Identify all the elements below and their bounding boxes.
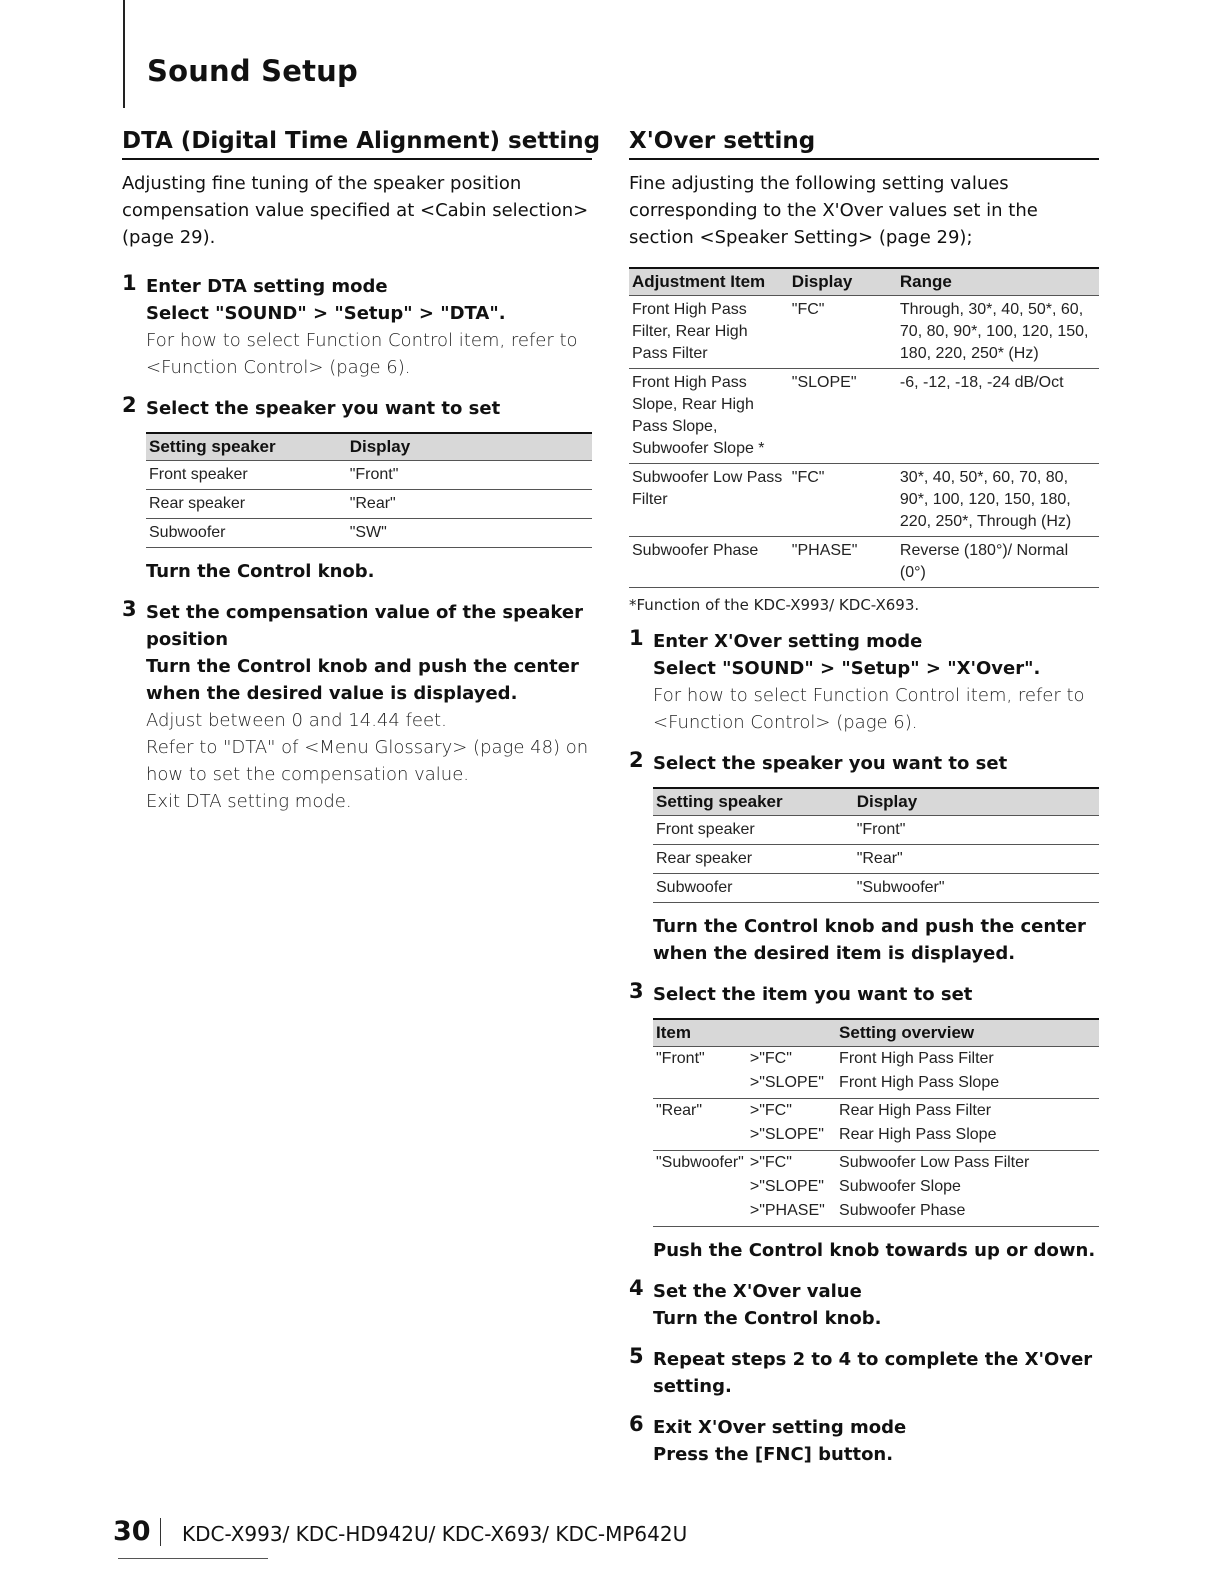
step-number: 4 (629, 1276, 644, 1300)
table-row (653, 874, 1099, 903)
table-cell: Subwoofer Phase (629, 537, 789, 588)
step-title: Select the speaker you want to set (653, 753, 1008, 774)
table-header: Display (347, 433, 592, 461)
dta-section (122, 128, 601, 815)
table-cell: Subwoofer Low Pass Filter (839, 1154, 1030, 1171)
table-row (629, 369, 1099, 464)
table-row (146, 461, 592, 490)
table-row (653, 1123, 1099, 1151)
step-title: Select the speaker you want to set (146, 398, 501, 419)
table-cell: Rear High Pass Slope (836, 1123, 1099, 1151)
table-header-row (146, 433, 592, 461)
table-header: Setting speaker (653, 788, 854, 816)
table-header: Item (653, 1019, 836, 1047)
dta-intro: Adjusting fine tuning of the speaker position compensation value specified at <Cabin selection> (page 29). (122, 173, 589, 248)
table-cell: Rear speaker (146, 490, 347, 519)
step-instruction: Turn the Control knob and push the center when the desired value is displayed. (146, 656, 579, 704)
step-number: 5 (629, 1344, 644, 1368)
step-instruction: Turn the Control knob and push the center when the desired item is displayed. (653, 916, 1086, 964)
table-cell: >"SLOPE" (749, 1178, 824, 1195)
step-number: 1 (122, 271, 137, 295)
table-row (653, 1047, 1099, 1072)
table-cell: >"FC" (749, 1102, 792, 1119)
table-cell: Reverse (180°)/ Normal (0°) (897, 537, 1099, 588)
table-cell: >"SLOPE" (747, 1123, 836, 1151)
step-note: Refer to "DTA" of <Menu Glossary> (page 48) on how to set the compensation value. (146, 737, 589, 785)
xover-section (629, 128, 1099, 1468)
xover-step-5 (629, 1346, 1099, 1400)
table-row (146, 519, 592, 548)
step-note: Exit DTA setting mode. (146, 791, 352, 812)
dta-step-1 (122, 273, 592, 381)
table-cell: Rear speaker (653, 845, 854, 874)
table-cell: Front speaker (146, 461, 347, 490)
step-title: Repeat steps 2 to 4 to complete the X'Over setting. (653, 1349, 1093, 1397)
table-cell: "FC" (789, 464, 897, 537)
step-title: Exit X'Over setting mode (653, 1417, 907, 1438)
table-header-row (653, 788, 1099, 816)
step-note: Adjust between 0 and 14.44 feet. (146, 710, 447, 731)
table-cell (653, 1071, 747, 1099)
table-cell (653, 1123, 747, 1151)
step-title: Select the item you want to set (653, 984, 973, 1005)
dta-speaker-table (146, 432, 592, 548)
table-cell: Front speaker (653, 816, 854, 845)
table-header: Adjustment Item (629, 268, 789, 296)
table-cell: "Subwoofer" (656, 1154, 744, 1171)
step-instruction: Press the [FNC] button. (653, 1444, 894, 1465)
table-cell: "SW" (347, 519, 592, 548)
step-number: 6 (629, 1412, 644, 1436)
dta-step-3 (122, 599, 592, 815)
footer-models: KDC-X993/ KDC-HD942U/ KDC-X693/ KDC-MP642U (182, 1522, 688, 1546)
table-row (653, 816, 1099, 845)
table-row (653, 1175, 1099, 1199)
step-title: Enter DTA setting mode (146, 276, 388, 297)
table-cell: Subwoofer (146, 519, 347, 548)
step-title: Enter X'Over setting mode (653, 631, 923, 652)
item-table (653, 1018, 1099, 1227)
table-cell: Front High Pass Filter (839, 1050, 994, 1067)
table-row (653, 1071, 1099, 1099)
table-cell: Subwoofer Slope (839, 1178, 961, 1195)
table-header: Display (789, 268, 897, 296)
footer-divider (160, 1518, 161, 1546)
table-cell: "PHASE" (789, 537, 897, 588)
header-bar (123, 0, 125, 108)
table-row (653, 845, 1099, 874)
dta-title: DTA (Digital Time Alignment) setting (122, 128, 592, 160)
table-row (653, 1199, 1099, 1227)
dta-step-2 (122, 395, 592, 585)
table-cell: 30*, 40, 50*, 60, 70, 80, 90*, 100, 120, 150, 180, 220, 250*, Through (Hz) (897, 464, 1099, 537)
xover-intro: Fine adjusting the following setting values corresponding to the X'Over values set in the section <Speaker Setting> (page 29); (629, 173, 1038, 248)
xover-step-2 (629, 750, 1099, 967)
table-cell: Subwoofer Phase (836, 1199, 1099, 1227)
table-cell: "Subwoofer" (854, 874, 1099, 903)
xover-step-3 (629, 981, 1099, 1264)
table-cell: "SLOPE" (789, 369, 897, 464)
table-cell: -6, -12, -18, -24 dB/Oct (897, 369, 1099, 464)
table-cell: >"SLOPE" (747, 1071, 836, 1099)
xover-title: X'Over setting (629, 128, 1099, 160)
step-number: 3 (629, 979, 644, 1003)
table-cell: "Front" (347, 461, 592, 490)
table-cell: Subwoofer Low Pass Filter (629, 464, 789, 537)
table-row (629, 296, 1099, 369)
table-header: Range (897, 268, 1099, 296)
footer-underline (118, 1558, 268, 1559)
table-cell: "Rear" (854, 845, 1099, 874)
table-cell: Subwoofer (653, 874, 854, 903)
step-note: For how to select Function Control item, refer to <Function Control> (page 6). (653, 685, 1085, 733)
table-cell: Front High Pass Slope, Rear High Pass Slope, Subwoofer Slope * (629, 369, 789, 464)
adjustment-table (629, 267, 1099, 588)
page-title: Sound Setup (147, 54, 358, 88)
table-cell: Front High Pass Slope (836, 1071, 1099, 1099)
table-row (629, 464, 1099, 537)
page-number: 30 (113, 1516, 151, 1547)
table-cell: Through, 30*, 40, 50*, 60, 70, 80, 90*, 100, 120, 150, 180, 220, 250* (Hz) (897, 296, 1099, 369)
xover-step-6 (629, 1414, 1099, 1468)
xover-step-4 (629, 1278, 1099, 1332)
table-cell: >"FC" (749, 1154, 792, 1171)
table-cell: Front High Pass Filter, Rear High Pass Filter (629, 296, 789, 369)
step-instruction: Turn the Control knob. (653, 1308, 882, 1329)
table-cell: >"PHASE" (747, 1199, 836, 1227)
step-note: For how to select Function Control item, refer to <Function Control> (page 6). (146, 330, 578, 378)
xover-speaker-table (653, 787, 1099, 903)
table-row (653, 1099, 1099, 1124)
table-row (653, 1151, 1099, 1176)
table-header: Setting overview (836, 1019, 1099, 1047)
step-instruction: Push the Control knob towards up or down. (653, 1240, 1096, 1261)
table-cell: "Front" (656, 1050, 705, 1067)
table-header-row (653, 1019, 1099, 1047)
step-instruction: Turn the Control knob. (146, 561, 375, 582)
table-cell: "Front" (854, 816, 1099, 845)
step-number: 3 (122, 597, 137, 621)
table-header: Setting speaker (146, 433, 347, 461)
table-cell: Rear High Pass Filter (839, 1102, 992, 1119)
table-row (146, 490, 592, 519)
table-cell (653, 1199, 747, 1227)
table-cell (653, 1175, 747, 1199)
table-row (629, 537, 1099, 588)
step-title: Set the compensation value of the speaker position (146, 602, 583, 650)
table-cell: "Rear" (347, 490, 592, 519)
table-cell: >"FC" (749, 1050, 792, 1067)
step-title: Set the X'Over value (653, 1281, 862, 1302)
table-header-row (629, 268, 1099, 296)
step-number: 1 (629, 626, 644, 650)
table-header: Display (854, 788, 1099, 816)
step-number: 2 (629, 748, 644, 772)
step-number: 2 (122, 393, 137, 417)
footnote: *Function of the KDC-X993/ KDC-X693. (629, 596, 920, 614)
table-cell: "Rear" (656, 1102, 703, 1119)
step-select: Select "SOUND" > "Setup" > "DTA". (146, 303, 506, 324)
step-select: Select "SOUND" > "Setup" > "X'Over". (653, 658, 1041, 679)
xover-step-1 (629, 628, 1099, 736)
table-cell: "FC" (789, 296, 897, 369)
